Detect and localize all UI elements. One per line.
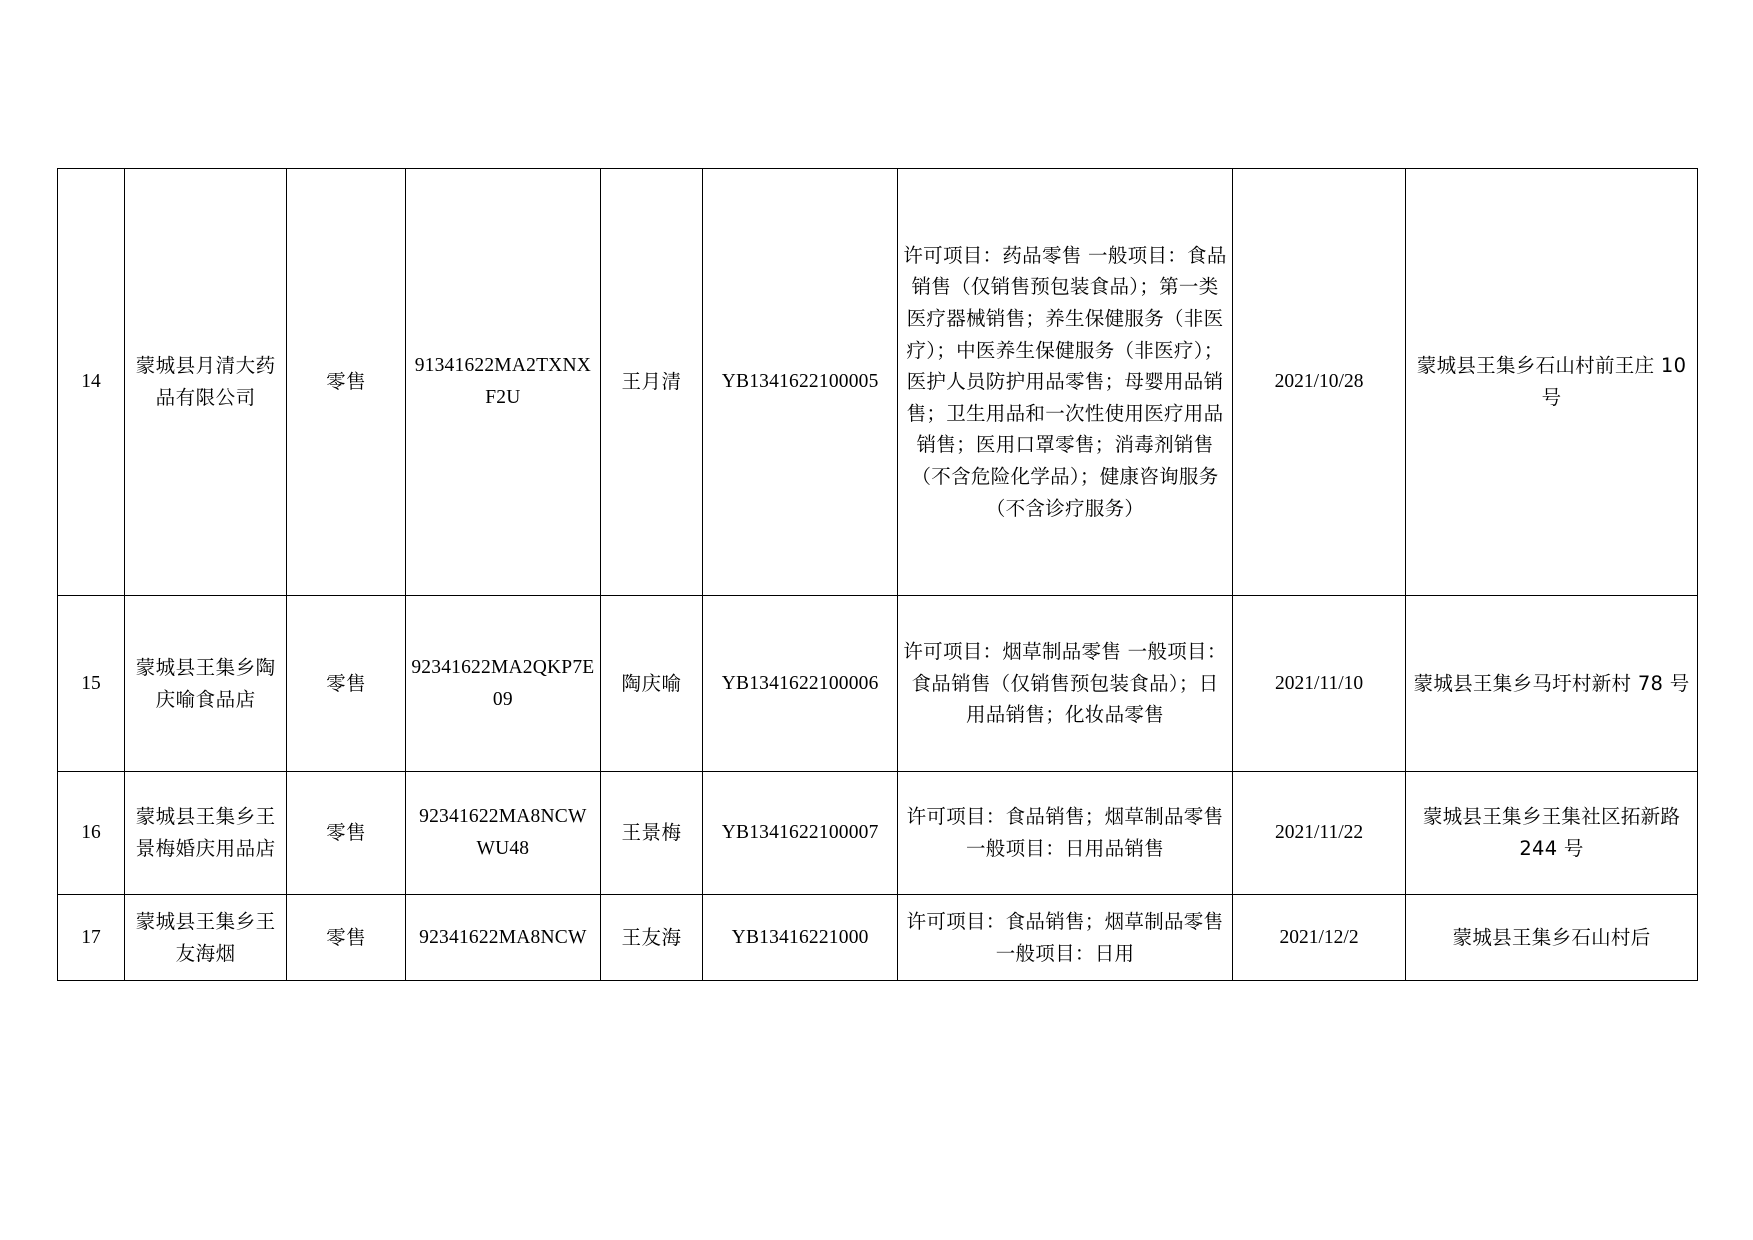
row-index: 16 [58, 772, 125, 895]
issue-date: 2021/12/2 [1233, 895, 1406, 981]
company-name: 蒙城县王集乡王景梅婚庆用品店 [125, 772, 287, 895]
table-row [58, 169, 1698, 596]
business-scope: 许可项目：食品销售；烟草制品零售 一般项目：日用品销售 [897, 772, 1232, 895]
address: 蒙城县王集乡石山村前王庄 10 号 [1406, 169, 1698, 596]
row-index: 15 [58, 596, 125, 772]
company-name: 蒙城县王集乡王友海烟 [125, 895, 287, 981]
issue-date: 2021/11/22 [1233, 772, 1406, 895]
table-row [58, 772, 1698, 895]
credit-code: 92341622MA8NCWWU48 [406, 772, 601, 895]
legal-person: 王景梅 [600, 772, 703, 895]
address: 蒙城县王集乡石山村后 [1406, 895, 1698, 981]
business-scope: 许可项目：烟草制品零售 一般项目：食品销售（仅销售预包装食品）；日用品销售；化妆品零售 [897, 596, 1232, 772]
business-scope: 许可项目：食品销售；烟草制品零售 一般项目：日用 [897, 895, 1232, 981]
license-number: YB1341622100006 [703, 596, 898, 772]
legal-person: 王月清 [600, 169, 703, 596]
business-type: 零售 [287, 895, 406, 981]
row-index: 17 [58, 895, 125, 981]
business-type: 零售 [287, 596, 406, 772]
license-number: YB13416221000 [703, 895, 898, 981]
issue-date: 2021/11/10 [1233, 596, 1406, 772]
legal-person: 陶庆喻 [600, 596, 703, 772]
license-number: YB1341622100007 [703, 772, 898, 895]
business-type: 零售 [287, 169, 406, 596]
license-number: YB1341622100005 [703, 169, 898, 596]
registry-table [57, 168, 1698, 981]
table-row [58, 895, 1698, 981]
table-row [58, 596, 1698, 772]
credit-code: 91341622MA2TXNXF2U [406, 169, 601, 596]
legal-person: 王友海 [600, 895, 703, 981]
company-name: 蒙城县月清大药品有限公司 [125, 169, 287, 596]
address: 蒙城县王集乡王集社区拓新路 244 号 [1406, 772, 1698, 895]
business-scope: 许可项目：药品零售 一般项目：食品销售（仅销售预包装食品）；第一类医疗器械销售；养生保健服务（非医疗）；中医养生保健服务（非医疗）；医护人员防护用品零售；母婴用品销售；卫生用品和一次性使用医疗用品销售；医用口罩零售；消毒剂销售（不含危险化学品）；健康咨询服务（不含诊疗服务） [897, 169, 1232, 596]
credit-code: 92341622MA8NCW [406, 895, 601, 981]
address: 蒙城县王集乡马圩村新村 78 号 [1406, 596, 1698, 772]
issue-date: 2021/10/28 [1233, 169, 1406, 596]
company-name: 蒙城县王集乡陶庆喻食品店 [125, 596, 287, 772]
row-index: 14 [58, 169, 125, 596]
business-type: 零售 [287, 772, 406, 895]
credit-code: 92341622MA2QKP7E09 [406, 596, 601, 772]
